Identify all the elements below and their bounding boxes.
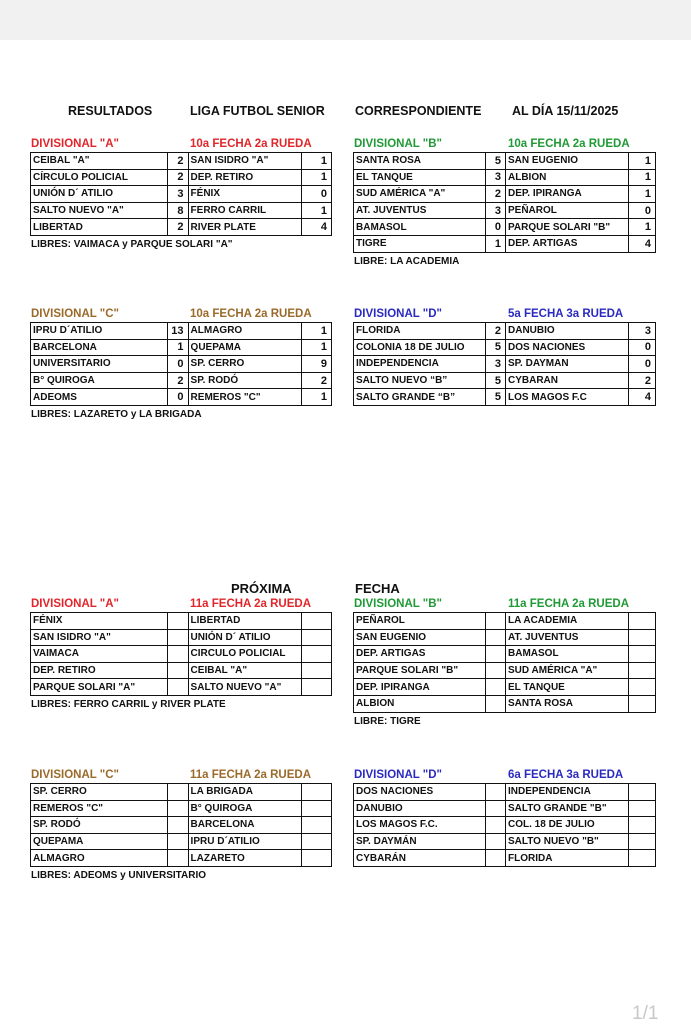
next-divisional-b bbox=[353, 598, 655, 727]
home-score: 2 bbox=[486, 323, 506, 340]
match-row bbox=[354, 679, 656, 696]
away-score bbox=[629, 850, 656, 867]
match-row bbox=[31, 613, 332, 630]
away-score: 1 bbox=[301, 202, 331, 219]
results-divisional-c bbox=[30, 308, 332, 420]
home-score bbox=[168, 833, 188, 850]
away-score: 3 bbox=[629, 323, 656, 340]
home-score: 1 bbox=[168, 339, 188, 356]
home-team: DEP. ARTIGAS bbox=[354, 646, 486, 663]
away-team: CYBARAN bbox=[506, 372, 629, 389]
home-team: BARCELONA bbox=[31, 339, 168, 356]
round-label: 11a FECHA 2a RUEDA bbox=[190, 769, 312, 781]
away-team: DOS NACIONES bbox=[506, 339, 629, 356]
away-score bbox=[629, 646, 656, 663]
away-score bbox=[629, 695, 656, 712]
home-team: ALMAGRO bbox=[31, 850, 168, 867]
away-team: DEP. RETIRO bbox=[188, 169, 301, 186]
header-correspondiente: CORRESPONDIENTE bbox=[355, 104, 482, 118]
next-divisional-c bbox=[30, 769, 332, 881]
divisional-label: DIVISIONAL "C" bbox=[31, 308, 120, 320]
header-liga: LIGA FUTBOL SENIOR bbox=[190, 104, 325, 118]
home-team: SP. DAYMÁN bbox=[354, 833, 486, 850]
home-score bbox=[486, 800, 506, 817]
away-score: 4 bbox=[629, 389, 656, 406]
home-score: 2 bbox=[486, 186, 506, 203]
block-title bbox=[30, 308, 332, 322]
fixtures-table bbox=[30, 612, 332, 696]
home-score: 2 bbox=[168, 372, 188, 389]
home-team: SUD AMÉRICA "A" bbox=[354, 186, 486, 203]
away-score: 0 bbox=[629, 339, 656, 356]
home-score: 1 bbox=[486, 235, 506, 252]
home-team: DANUBIO bbox=[354, 800, 486, 817]
home-team: SALTO NUEVO “B” bbox=[354, 372, 486, 389]
away-score: 4 bbox=[629, 235, 656, 252]
home-team: SANTA ROSA bbox=[354, 153, 486, 170]
home-team: TIGRE bbox=[354, 235, 486, 252]
home-score: 3 bbox=[486, 356, 506, 373]
away-team: FLORIDA bbox=[506, 850, 629, 867]
away-team: BAMASOL bbox=[506, 646, 629, 663]
away-team: BARCELONA bbox=[188, 817, 301, 834]
home-team: ALBION bbox=[354, 695, 486, 712]
divisional-label: DIVISIONAL "A" bbox=[31, 138, 120, 150]
page-indicator: 1/1 bbox=[632, 1003, 659, 1024]
away-team: SUD AMÉRICA "A" bbox=[506, 662, 629, 679]
home-score bbox=[168, 646, 188, 663]
home-score bbox=[486, 613, 506, 630]
home-team: ADEOMS bbox=[31, 389, 168, 406]
away-team: INDEPENDENCIA bbox=[506, 784, 629, 801]
away-score bbox=[301, 629, 331, 646]
home-team: AT. JUVENTUS bbox=[354, 202, 486, 219]
home-team: FÉNIX bbox=[31, 613, 168, 630]
round-label: 10a FECHA 2a RUEDA bbox=[508, 138, 630, 150]
home-score: 5 bbox=[486, 339, 506, 356]
match-row bbox=[31, 186, 332, 203]
away-score bbox=[301, 662, 331, 679]
home-team: VAIMACA bbox=[31, 646, 168, 663]
block-title bbox=[30, 138, 332, 152]
away-team: LOS MAGOS F.C bbox=[506, 389, 629, 406]
away-score: 4 bbox=[301, 219, 331, 236]
away-score bbox=[301, 613, 331, 630]
away-score bbox=[301, 784, 331, 801]
away-score bbox=[629, 784, 656, 801]
match-row bbox=[354, 153, 656, 170]
home-team: SAN EUGENIO bbox=[354, 629, 486, 646]
home-score bbox=[168, 784, 188, 801]
divisional-label: DIVISIONAL "D" bbox=[354, 308, 443, 320]
free-teams-note: LIBRES: FERRO CARRIL y RIVER PLATE bbox=[31, 698, 226, 710]
match-row bbox=[354, 662, 656, 679]
match-row bbox=[31, 817, 332, 834]
results-divisional-a bbox=[30, 138, 332, 250]
home-score bbox=[486, 679, 506, 696]
block-title bbox=[353, 769, 655, 783]
away-team: COL. 18 DE JULIO bbox=[506, 817, 629, 834]
away-team: SALTO NUEVO "A" bbox=[188, 679, 301, 696]
away-team: SP. RODÓ bbox=[188, 372, 301, 389]
home-team: DEP. IPIRANGA bbox=[354, 679, 486, 696]
match-row bbox=[354, 817, 656, 834]
home-score: 5 bbox=[486, 372, 506, 389]
home-team: PARQUE SOLARI "B" bbox=[354, 662, 486, 679]
match-row bbox=[354, 219, 656, 236]
match-row bbox=[354, 629, 656, 646]
viewer-top-bar bbox=[0, 0, 691, 40]
home-score bbox=[168, 800, 188, 817]
free-teams-note: LIBRES: ADEOMS y UNIVERSITARIO bbox=[31, 869, 207, 881]
round-label: 6a FECHA 3a RUEDA bbox=[508, 769, 624, 781]
divisional-label: DIVISIONAL "D" bbox=[354, 769, 443, 781]
away-team: SAN EUGENIO bbox=[506, 153, 629, 170]
home-team: SP. RODÓ bbox=[31, 817, 168, 834]
home-team: PARQUE SOLARI "A" bbox=[31, 679, 168, 696]
divisional-label: DIVISIONAL "A" bbox=[31, 598, 120, 610]
away-score: 1 bbox=[301, 153, 331, 170]
away-score bbox=[301, 679, 331, 696]
match-row bbox=[31, 800, 332, 817]
fixtures-table bbox=[353, 152, 656, 253]
free-teams-note: LIBRE: TIGRE bbox=[354, 715, 421, 727]
away-score: 1 bbox=[629, 219, 656, 236]
home-score bbox=[486, 817, 506, 834]
match-row bbox=[31, 833, 332, 850]
away-score: 1 bbox=[301, 169, 331, 186]
home-score: 0 bbox=[486, 219, 506, 236]
away-score: 1 bbox=[301, 323, 331, 340]
away-score bbox=[629, 817, 656, 834]
round-label: 5a FECHA 3a RUEDA bbox=[508, 308, 624, 320]
away-team: SANTA ROSA bbox=[506, 695, 629, 712]
match-row bbox=[354, 356, 656, 373]
header-resultados: RESULTADOS bbox=[68, 104, 153, 118]
away-team: CIRCULO POLICIAL bbox=[188, 646, 301, 663]
match-row bbox=[31, 784, 332, 801]
away-score bbox=[629, 800, 656, 817]
home-team: SALTO NUEVO "A" bbox=[31, 202, 168, 219]
away-score: 0 bbox=[301, 186, 331, 203]
match-row bbox=[31, 356, 332, 373]
home-team: SP. CERRO bbox=[31, 784, 168, 801]
next-divisional-a bbox=[30, 598, 332, 710]
home-score bbox=[168, 817, 188, 834]
divisional-label: DIVISIONAL "B" bbox=[354, 138, 443, 150]
home-score bbox=[486, 784, 506, 801]
home-team: UNIÓN D´ ATILIO bbox=[31, 186, 168, 203]
match-row bbox=[31, 629, 332, 646]
home-team: BAMASOL bbox=[354, 219, 486, 236]
home-team: LIBERTAD bbox=[31, 219, 168, 236]
home-score: 3 bbox=[486, 202, 506, 219]
away-score bbox=[629, 662, 656, 679]
away-team: PARQUE SOLARI "B" bbox=[506, 219, 629, 236]
match-row bbox=[31, 323, 332, 340]
match-row bbox=[354, 695, 656, 712]
away-score: 0 bbox=[629, 356, 656, 373]
away-team: RIVER PLATE bbox=[188, 219, 301, 236]
fixtures-table bbox=[353, 612, 656, 713]
away-score bbox=[629, 679, 656, 696]
results-divisional-b bbox=[353, 138, 655, 267]
home-team: UNIVERSITARIO bbox=[31, 356, 168, 373]
away-team: B° QUIROGA bbox=[188, 800, 301, 817]
away-team: LA ACADEMIA bbox=[506, 613, 629, 630]
block-title bbox=[30, 769, 332, 783]
round-label: 10a FECHA 2a RUEDA bbox=[190, 138, 312, 150]
home-score bbox=[168, 662, 188, 679]
home-score: 5 bbox=[486, 153, 506, 170]
home-score bbox=[168, 850, 188, 867]
home-team: DOS NACIONES bbox=[354, 784, 486, 801]
match-row bbox=[31, 850, 332, 867]
match-row bbox=[354, 613, 656, 630]
match-row bbox=[354, 833, 656, 850]
away-score bbox=[301, 833, 331, 850]
home-score bbox=[168, 679, 188, 696]
fixtures-table bbox=[353, 322, 656, 406]
home-team: CYBARÁN bbox=[354, 850, 486, 867]
home-team: DEP. RETIRO bbox=[31, 662, 168, 679]
away-team: ALBION bbox=[506, 169, 629, 186]
home-score bbox=[486, 646, 506, 663]
home-team: LOS MAGOS F.C. bbox=[354, 817, 486, 834]
match-row bbox=[354, 169, 656, 186]
home-score: 2 bbox=[168, 169, 188, 186]
match-row bbox=[31, 389, 332, 406]
match-row bbox=[31, 219, 332, 236]
match-row bbox=[31, 646, 332, 663]
away-score bbox=[301, 817, 331, 834]
away-team: EL TANQUE bbox=[506, 679, 629, 696]
home-team: FLORIDA bbox=[354, 323, 486, 340]
match-row bbox=[354, 186, 656, 203]
match-row bbox=[31, 169, 332, 186]
away-team: SAN ISIDRO "A" bbox=[188, 153, 301, 170]
home-team: CEIBAL "A" bbox=[31, 153, 168, 170]
away-team: DEP. ARTIGAS bbox=[506, 235, 629, 252]
match-row bbox=[31, 662, 332, 679]
home-team: COLONIA 18 DE JULIO bbox=[354, 339, 486, 356]
away-team: LAZARETO bbox=[188, 850, 301, 867]
round-label: 11a FECHA 2a RUEDA bbox=[190, 598, 312, 610]
fixtures-table bbox=[30, 152, 332, 236]
results-divisional-d bbox=[353, 308, 655, 406]
away-score: 2 bbox=[301, 372, 331, 389]
away-score bbox=[629, 833, 656, 850]
match-row bbox=[31, 679, 332, 696]
home-team: REMEROS "C" bbox=[31, 800, 168, 817]
divisional-label: DIVISIONAL "C" bbox=[31, 769, 120, 781]
match-row bbox=[354, 202, 656, 219]
home-team: PEÑAROL bbox=[354, 613, 486, 630]
match-row bbox=[31, 372, 332, 389]
away-team: DEP. IPIRANGA bbox=[506, 186, 629, 203]
round-label: 11a FECHA 2a RUEDA bbox=[508, 598, 630, 610]
away-team: REMEROS "C" bbox=[188, 389, 301, 406]
away-team: AT. JUVENTUS bbox=[506, 629, 629, 646]
match-row bbox=[354, 235, 656, 252]
away-score: 1 bbox=[629, 186, 656, 203]
block-title bbox=[353, 138, 655, 152]
header-fecha: AL DÍA 15/11/2025 bbox=[512, 104, 619, 118]
divisional-label: DIVISIONAL "B" bbox=[354, 598, 443, 610]
fixtures-table bbox=[353, 783, 656, 867]
home-team: EL TANQUE bbox=[354, 169, 486, 186]
home-score bbox=[486, 695, 506, 712]
away-score bbox=[629, 629, 656, 646]
away-team: FÉNIX bbox=[188, 186, 301, 203]
away-score: 1 bbox=[629, 169, 656, 186]
away-score bbox=[629, 613, 656, 630]
home-score: 0 bbox=[168, 389, 188, 406]
home-score: 0 bbox=[168, 356, 188, 373]
home-team: CÍRCULO POLICIAL bbox=[31, 169, 168, 186]
home-score bbox=[486, 662, 506, 679]
away-team: SALTO GRANDE "B" bbox=[506, 800, 629, 817]
free-teams-note: LIBRES: LAZARETO y LA BRIGADA bbox=[31, 408, 202, 420]
home-score bbox=[168, 613, 188, 630]
home-score: 3 bbox=[486, 169, 506, 186]
round-label: 10a FECHA 2a RUEDA bbox=[190, 308, 312, 320]
free-teams-note: LIBRES: VAIMACA y PARQUE SOLARI "A" bbox=[31, 238, 233, 250]
home-score bbox=[486, 833, 506, 850]
match-row bbox=[31, 153, 332, 170]
home-score bbox=[486, 850, 506, 867]
match-row bbox=[354, 389, 656, 406]
match-row bbox=[31, 339, 332, 356]
block-title bbox=[353, 308, 655, 322]
home-score: 2 bbox=[168, 153, 188, 170]
home-score: 13 bbox=[168, 323, 188, 340]
block-title bbox=[353, 598, 655, 612]
away-score bbox=[301, 800, 331, 817]
away-score: 2 bbox=[629, 372, 656, 389]
away-score: 1 bbox=[301, 389, 331, 406]
home-team: IPRU D´ATILIO bbox=[31, 323, 168, 340]
match-row bbox=[354, 372, 656, 389]
away-score: 0 bbox=[629, 202, 656, 219]
block-title bbox=[30, 598, 332, 612]
away-score: 1 bbox=[301, 339, 331, 356]
match-row bbox=[354, 339, 656, 356]
free-teams-note: LIBRE: LA ACADEMIA bbox=[354, 255, 460, 267]
fixtures-table bbox=[30, 322, 332, 406]
away-score: 1 bbox=[629, 153, 656, 170]
away-team: PEÑAROL bbox=[506, 202, 629, 219]
match-row bbox=[354, 784, 656, 801]
away-team: FERRO CARRIL bbox=[188, 202, 301, 219]
home-score bbox=[168, 629, 188, 646]
home-team: B° QUIROGA bbox=[31, 372, 168, 389]
home-team: QUEPAMA bbox=[31, 833, 168, 850]
away-team: DANUBIO bbox=[506, 323, 629, 340]
home-score: 8 bbox=[168, 202, 188, 219]
home-team: SAN ISIDRO "A" bbox=[31, 629, 168, 646]
home-team: INDEPENDENCIA bbox=[354, 356, 486, 373]
match-row bbox=[354, 850, 656, 867]
home-score bbox=[486, 629, 506, 646]
next-divisional-d bbox=[353, 769, 655, 867]
away-team: LIBERTAD bbox=[188, 613, 301, 630]
proxima-label: PRÓXIMA bbox=[231, 581, 292, 596]
match-row bbox=[354, 800, 656, 817]
away-team: SP. DAYMAN bbox=[506, 356, 629, 373]
fecha-label: FECHA bbox=[355, 581, 400, 596]
match-row bbox=[31, 202, 332, 219]
away-team: LA BRIGADA bbox=[188, 784, 301, 801]
fixtures-table bbox=[30, 783, 332, 867]
match-row bbox=[354, 323, 656, 340]
away-team: UNIÓN D´ ATILIO bbox=[188, 629, 301, 646]
away-score bbox=[301, 850, 331, 867]
away-team: IPRU D´ATILIO bbox=[188, 833, 301, 850]
home-score: 3 bbox=[168, 186, 188, 203]
match-row bbox=[354, 646, 656, 663]
home-team: SALTO GRANDE “B” bbox=[354, 389, 486, 406]
home-score: 5 bbox=[486, 389, 506, 406]
away-team: SALTO NUEVO "B" bbox=[506, 833, 629, 850]
home-score: 2 bbox=[168, 219, 188, 236]
away-score: 9 bbox=[301, 356, 331, 373]
away-team: ALMAGRO bbox=[188, 323, 301, 340]
away-team: QUEPAMA bbox=[188, 339, 301, 356]
away-team: CEIBAL "A" bbox=[188, 662, 301, 679]
away-score bbox=[301, 646, 331, 663]
away-team: SP. CERRO bbox=[188, 356, 301, 373]
